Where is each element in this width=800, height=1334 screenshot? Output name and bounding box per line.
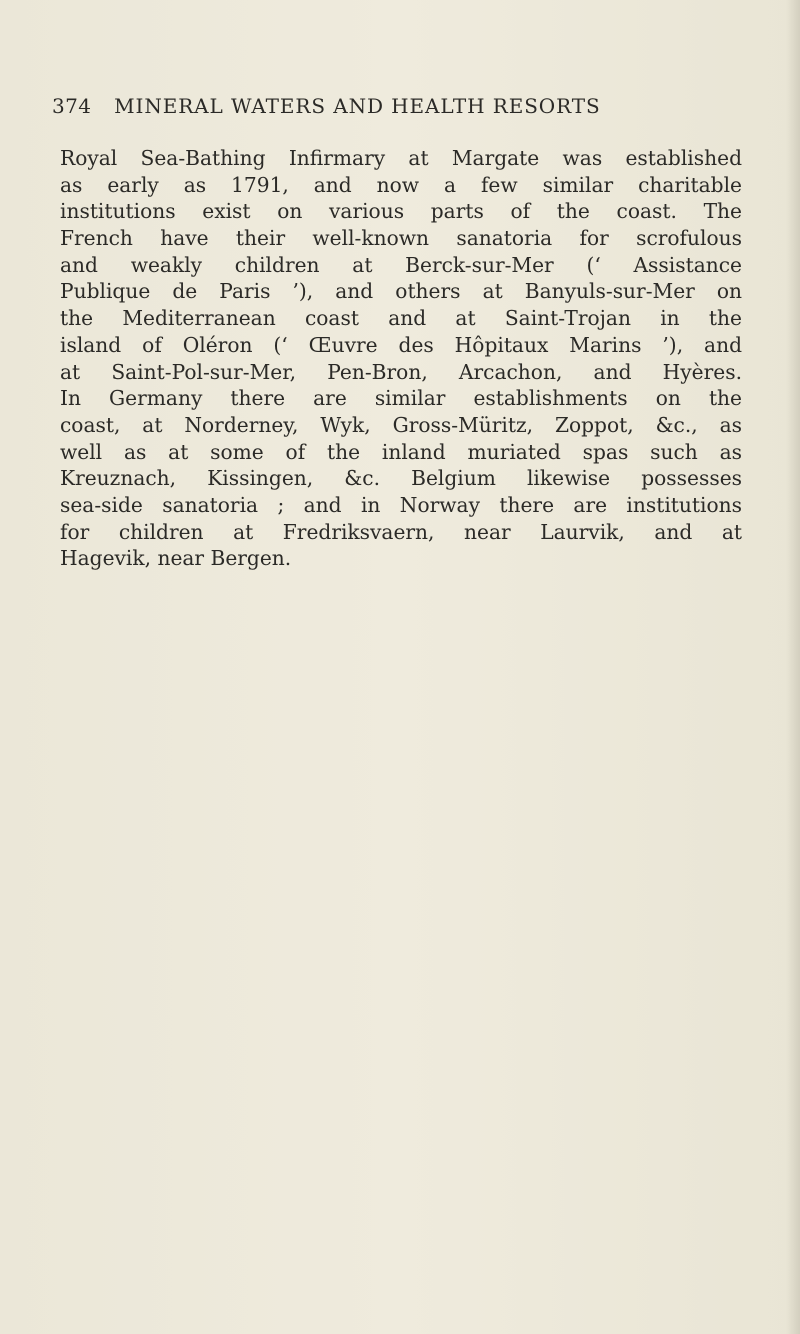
text-line: the Mediterranean coast and at Saint-Trojan in the <box>60 306 742 331</box>
running-head <box>52 94 752 124</box>
text-line: sea-side sanatoria ; and in Norway there are institutions <box>60 492 742 517</box>
page-number: 374 <box>52 94 92 118</box>
text-line: Royal Sea-Bathing Infirmary at Margate was established <box>60 146 742 170</box>
text-line: well as at some of the inland muriated spas such as <box>60 439 742 464</box>
text-line: institutions exist on various parts of the coast. The <box>60 199 742 224</box>
text-line: In Germany there are similar establishments on the <box>60 386 742 411</box>
text-line: and weakly children at Berck-sur-Mer (‘ Assistance <box>60 252 742 277</box>
running-head-title: MINERAL WATERS AND HEALTH RESORTS <box>114 94 601 118</box>
text-line: at Saint-Pol-sur-Mer, Pen-Bron, Arcachon, and Hyères. <box>60 359 742 384</box>
text-line: Publique de Paris ’), and others at Banyuls-sur-Mer on <box>60 279 742 304</box>
page-edge-shadow <box>786 0 800 1334</box>
body-paragraph <box>60 145 742 572</box>
text-line: as early as 1791, and now a few similar charitable <box>60 172 742 197</box>
text-line: Kreuznach, Kissingen, &c. Belgium likewise possesses <box>60 466 742 491</box>
text-line: for children at Fredriksvaern, near Laurvik, and at <box>60 519 742 544</box>
text-line: French have their well-known sanatoria for scrofulous <box>60 226 742 251</box>
text-line: Hagevik, near Bergen. <box>60 546 292 571</box>
text-line: coast, at Norderney, Wyk, Gross-Müritz, Zoppot, &c., as <box>60 412 742 437</box>
text-line: island of Oléron (‘ Œuvre des Hôpitaux Marins ’), and <box>60 332 742 357</box>
